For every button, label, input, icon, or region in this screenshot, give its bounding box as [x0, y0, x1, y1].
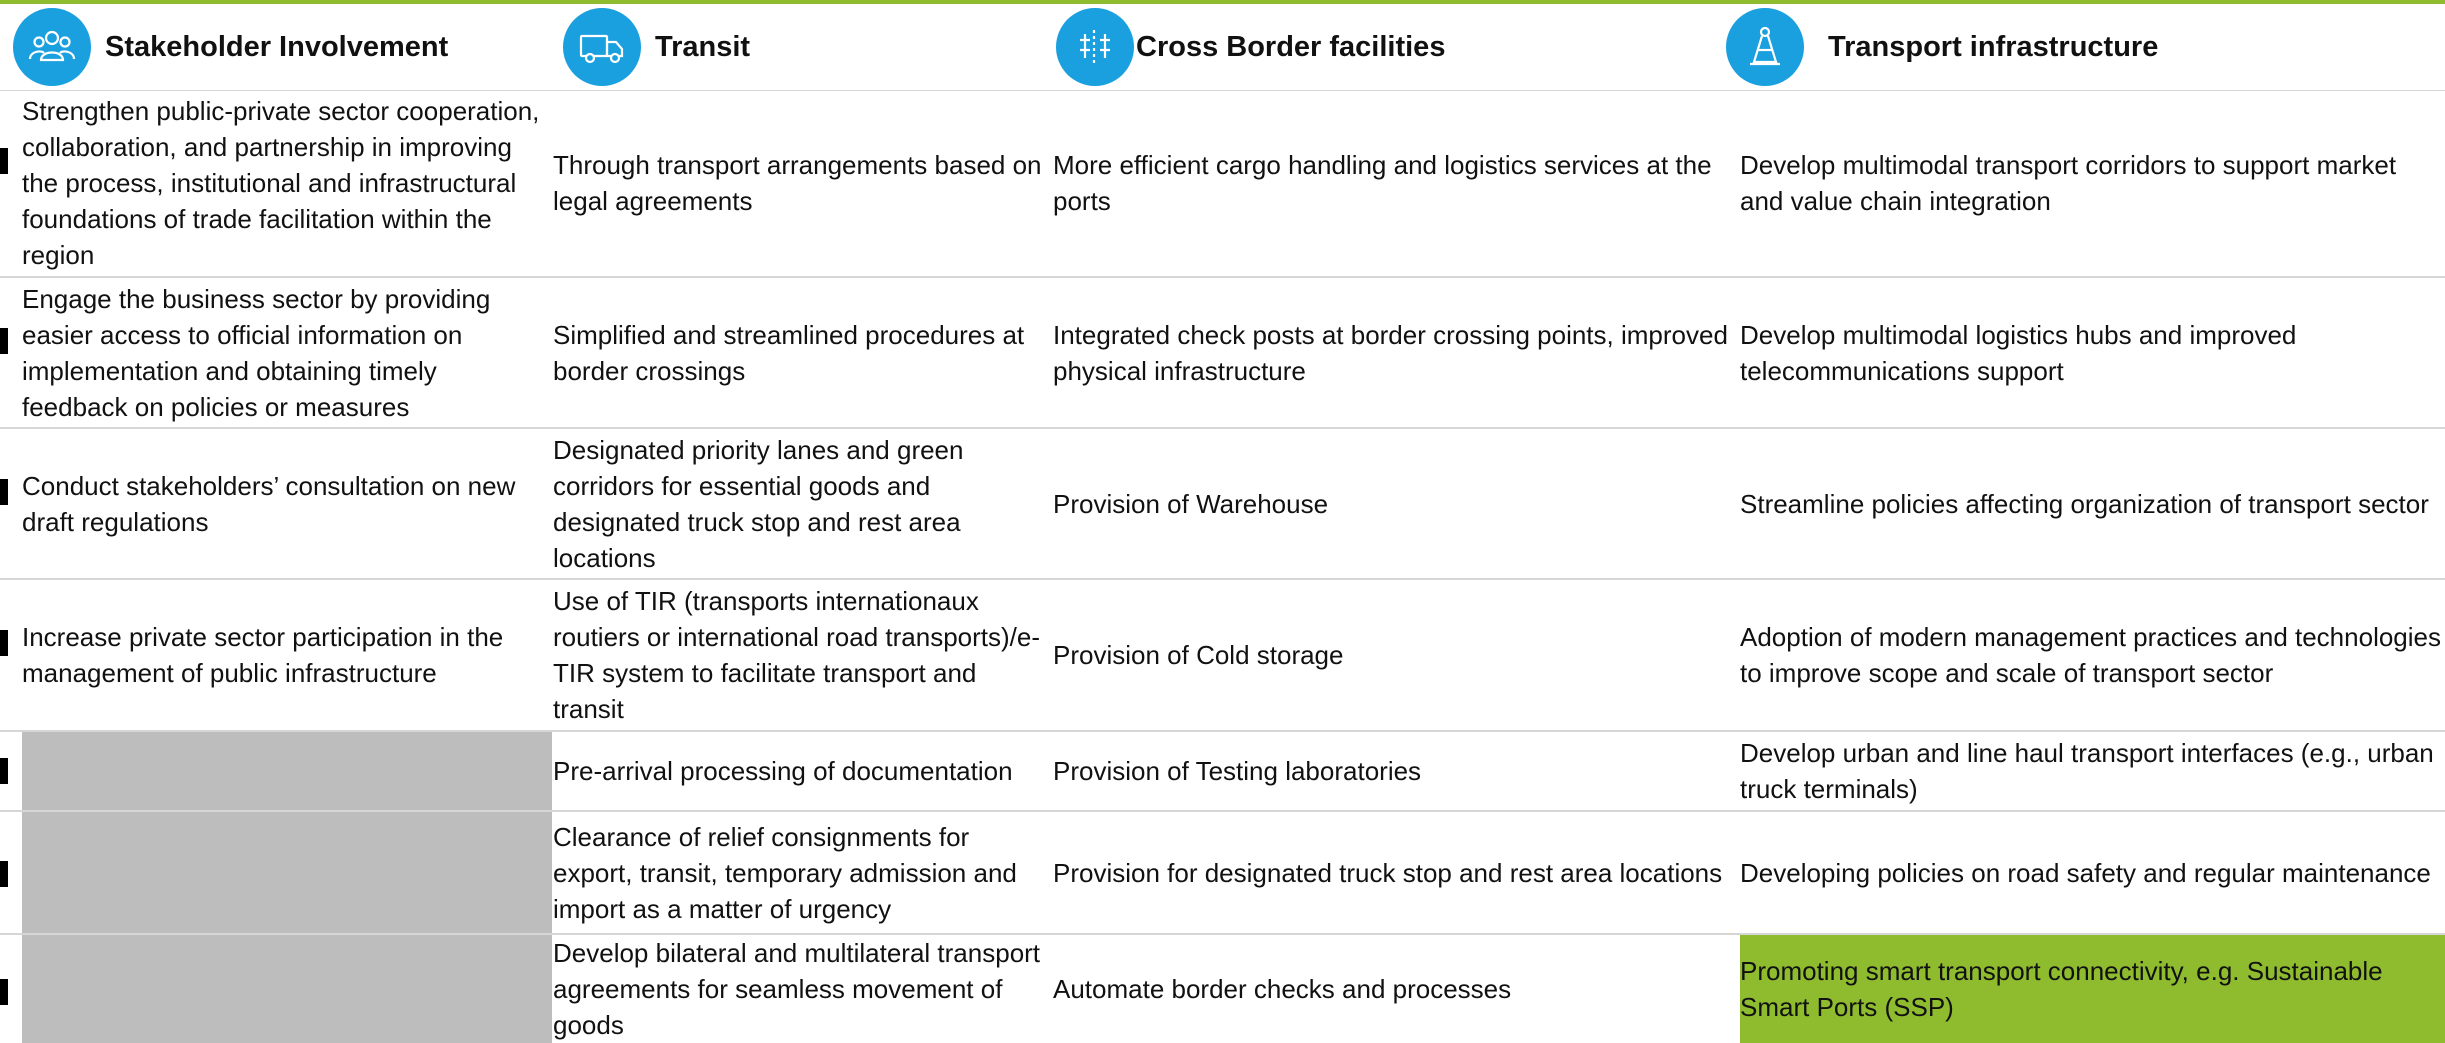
table-row	[0, 935, 2445, 1043]
header-title: Transit	[655, 30, 751, 63]
cell-infrastructure: Develop multimodal logistics hubs and improved telecommunications support	[1740, 319, 2297, 386]
cell-transit: Through transport arrangements based on legal agreements	[553, 150, 1042, 216]
cell-infrastructure: Adoption of modern management practices and technologies to improve scope and scale of transport sector	[1740, 622, 2441, 688]
cell-transit: Use of TIR (transports internationaux routiers or international road transports)/e-TIR system to facilitate transport and transit	[553, 586, 1041, 724]
cell-infrastructure: Develop urban and line haul transport interfaces (e.g., urban truck terminals)	[1740, 738, 2434, 804]
table-row	[0, 429, 2445, 580]
cell-transit: Clearance of relief consignments for export, transit, temporary admission and import as a matter of urgency	[553, 821, 1017, 924]
row-marker	[0, 861, 8, 887]
header-infrastructure	[1726, 4, 2158, 90]
cell-cross-border: Provision of Cold storage	[1053, 640, 1344, 670]
cell-cross-border: Provision for designated truck stop and rest area locations	[1053, 857, 1723, 888]
header-stakeholder	[13, 4, 448, 90]
table-header	[0, 4, 2445, 91]
header-title: Cross Border facilities	[1136, 30, 1446, 63]
table-row	[0, 812, 2445, 935]
cell-stakeholder: Strengthen public-private sector cooperation, collaboration, and partnership in improving the process, institutional and infrastructural foundations of trade facilitation within the region	[22, 96, 540, 270]
cell-infrastructure-highlighted: Promoting smart transport connectivity, e.g. Sustainable Smart Ports (SSP)	[1740, 935, 2445, 1043]
cell-transit: Pre-arrival processing of documentation	[553, 756, 1013, 786]
cell-cross-border: More efficient cargo handling and logistics services at the ports	[1053, 150, 1712, 216]
people-group-icon	[13, 8, 91, 86]
table-row	[0, 90, 2445, 278]
cell-infrastructure: Streamline policies affecting organization of transport sector	[1740, 488, 2429, 519]
row-marker	[0, 630, 8, 656]
cell-stakeholder: Conduct stakeholders’ consultation on new draft regulations	[22, 470, 516, 537]
table-row	[0, 732, 2445, 812]
cell-transit: Develop bilateral and multilateral transport agreements for seamless movement of goods	[553, 938, 1041, 1040]
row-marker	[0, 979, 8, 1005]
cell-stakeholder-empty	[22, 732, 552, 810]
row-marker	[0, 148, 8, 174]
cell-transit: Designated priority lanes and green corridors for essential goods and designated truck stop and rest area locations	[553, 434, 964, 573]
row-marker	[0, 758, 8, 784]
cell-cross-border: Integrated check posts at border crossing points, improved physical infrastructure	[1053, 319, 1728, 386]
table-row	[0, 278, 2445, 429]
cell-stakeholder-empty	[22, 935, 552, 1043]
cell-infrastructure: Develop multimodal transport corridors to support market and value chain integration	[1740, 150, 2397, 216]
cell-cross-border: Provision of Warehouse	[1053, 488, 1329, 519]
cell-transit: Simplified and streamlined procedures at border crossings	[553, 319, 1025, 386]
cell-cross-border: Automate border checks and processes	[1053, 974, 1512, 1004]
header-cross-border	[1056, 4, 1445, 90]
cell-cross-border: Provision of Testing laboratories	[1053, 756, 1422, 786]
table-row	[0, 580, 2445, 732]
header-title: Stakeholder Involvement	[105, 30, 449, 63]
road-cone-icon	[1726, 8, 1804, 86]
header-title: Transport infrastructure	[1828, 30, 2159, 63]
cell-stakeholder-empty	[22, 812, 552, 933]
row-marker	[0, 328, 8, 354]
truck-icon	[563, 8, 641, 86]
cell-infrastructure: Developing policies on road safety and regular maintenance	[1740, 857, 2431, 888]
cell-stakeholder: Engage the business sector by providing easier access to official information on implementation and obtaining timely feedback on policies or measures	[22, 283, 491, 422]
header-transit	[563, 4, 750, 90]
row-marker	[0, 479, 8, 505]
cell-stakeholder: Increase private sector participation in the management of public infrastructure	[22, 622, 504, 688]
border-gate-icon	[1056, 8, 1134, 86]
